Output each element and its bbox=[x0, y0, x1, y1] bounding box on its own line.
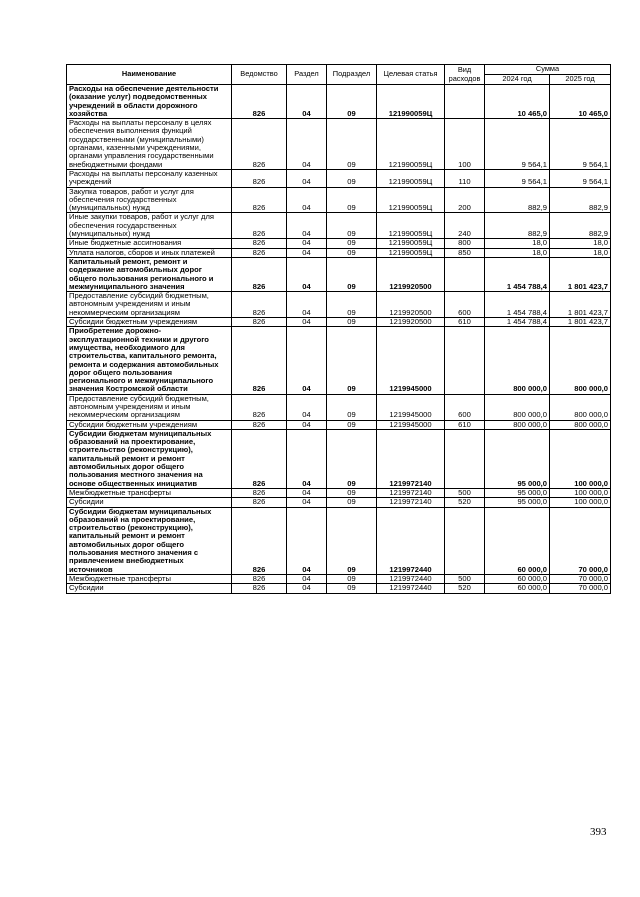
cell-vid-rashodov bbox=[445, 507, 485, 574]
cell-vid-rashodov: 200 bbox=[445, 187, 485, 213]
cell-celevaya-statya: 121990059Ц bbox=[377, 248, 445, 257]
cell-sum-2024: 9 564,1 bbox=[485, 119, 550, 170]
cell-sum-2025: 9 564,1 bbox=[550, 169, 611, 187]
cell-razdel: 04 bbox=[287, 318, 327, 327]
cell-vedomstvo: 826 bbox=[232, 420, 287, 429]
cell-sum-2025: 100 000,0 bbox=[550, 498, 611, 507]
cell-celevaya-statya: 1219972140 bbox=[377, 429, 445, 488]
cell-name: Субсидии bbox=[67, 498, 232, 507]
cell-vid-rashodov: 800 bbox=[445, 239, 485, 248]
cell-name: Предоставление субсидий бюджетным, автономным учреждениям и иным некоммерческим организациям bbox=[67, 292, 232, 318]
cell-razdel: 04 bbox=[287, 187, 327, 213]
cell-vedomstvo: 826 bbox=[232, 257, 287, 291]
cell-name: Субсидии бюджетам муниципальных образований на проектирование, строительство (реконструкцию), капитальный ремонт и ремонт автомобильных дорог общего пользования местного значения с привлечением внебюджетных источников bbox=[67, 507, 232, 574]
cell-name: Иные бюджетные ассигнования bbox=[67, 239, 232, 248]
header-year-2024: 2024 год bbox=[485, 75, 550, 85]
cell-vedomstvo: 826 bbox=[232, 119, 287, 170]
cell-sum-2024: 1 454 788,4 bbox=[485, 318, 550, 327]
cell-sum-2025: 1 801 423,7 bbox=[550, 292, 611, 318]
cell-razdel: 04 bbox=[287, 488, 327, 497]
cell-razdel: 04 bbox=[287, 394, 327, 420]
cell-sum-2025: 100 000,0 bbox=[550, 429, 611, 488]
cell-vid-rashodov: 520 bbox=[445, 584, 485, 593]
cell-sum-2025: 882,9 bbox=[550, 213, 611, 239]
cell-sum-2024: 10 465,0 bbox=[485, 85, 550, 119]
cell-celevaya-statya: 1219920500 bbox=[377, 257, 445, 291]
cell-razdel: 04 bbox=[287, 85, 327, 119]
cell-vid-rashodov: 500 bbox=[445, 574, 485, 583]
table-body bbox=[67, 65, 611, 594]
cell-sum-2025: 18,0 bbox=[550, 248, 611, 257]
header-vedomstvo: Ведомство bbox=[232, 65, 287, 85]
cell-sum-2024: 882,9 bbox=[485, 187, 550, 213]
header-name: Наименование bbox=[67, 65, 232, 85]
cell-name: Расходы на выплаты персоналу казенных учреждений bbox=[67, 169, 232, 187]
cell-celevaya-statya: 121990059Ц bbox=[377, 213, 445, 239]
cell-sum-2024: 95 000,0 bbox=[485, 488, 550, 497]
cell-razdel: 04 bbox=[287, 327, 327, 394]
cell-celevaya-statya: 121990059Ц bbox=[377, 119, 445, 170]
table-row bbox=[67, 169, 611, 187]
cell-name: Субсидии bbox=[67, 584, 232, 593]
cell-celevaya-statya: 1219972140 bbox=[377, 488, 445, 497]
cell-vedomstvo: 826 bbox=[232, 488, 287, 497]
cell-vedomstvo: 826 bbox=[232, 169, 287, 187]
cell-celevaya-statya: 1219920500 bbox=[377, 318, 445, 327]
cell-sum-2025: 1 801 423,7 bbox=[550, 318, 611, 327]
cell-podrazdel: 09 bbox=[327, 507, 377, 574]
cell-sum-2024: 800 000,0 bbox=[485, 420, 550, 429]
cell-celevaya-statya: 121990059Ц bbox=[377, 85, 445, 119]
cell-podrazdel: 09 bbox=[327, 488, 377, 497]
table-row bbox=[67, 248, 611, 257]
table-row bbox=[67, 239, 611, 248]
cell-razdel: 04 bbox=[287, 119, 327, 170]
header-podrazdel: Подраздел bbox=[327, 65, 377, 85]
cell-podrazdel: 09 bbox=[327, 187, 377, 213]
cell-razdel: 04 bbox=[287, 498, 327, 507]
cell-vid-rashodov bbox=[445, 257, 485, 291]
header-year-2025: 2025 год bbox=[550, 75, 611, 85]
cell-razdel: 04 bbox=[287, 292, 327, 318]
cell-sum-2024: 18,0 bbox=[485, 239, 550, 248]
cell-razdel: 04 bbox=[287, 420, 327, 429]
cell-name: Субсидии бюджетным учреждениям bbox=[67, 420, 232, 429]
cell-sum-2025: 70 000,0 bbox=[550, 574, 611, 583]
table-row bbox=[67, 574, 611, 583]
cell-sum-2025: 18,0 bbox=[550, 239, 611, 248]
cell-razdel: 04 bbox=[287, 248, 327, 257]
cell-podrazdel: 09 bbox=[327, 394, 377, 420]
cell-vedomstvo: 826 bbox=[232, 239, 287, 248]
cell-razdel: 04 bbox=[287, 574, 327, 583]
cell-celevaya-statya: 1219972440 bbox=[377, 574, 445, 583]
cell-podrazdel: 09 bbox=[327, 327, 377, 394]
cell-name: Закупка товаров, работ и услуг для обеспечения государственных (муниципальных) нужд bbox=[67, 187, 232, 213]
cell-vedomstvo: 826 bbox=[232, 574, 287, 583]
cell-vid-rashodov: 110 bbox=[445, 169, 485, 187]
table-row bbox=[67, 292, 611, 318]
cell-sum-2024: 60 000,0 bbox=[485, 574, 550, 583]
cell-podrazdel: 09 bbox=[327, 429, 377, 488]
cell-podrazdel: 09 bbox=[327, 498, 377, 507]
cell-vid-rashodov: 520 bbox=[445, 498, 485, 507]
cell-celevaya-statya: 1219972140 bbox=[377, 498, 445, 507]
cell-name: Межбюджетные трансферты bbox=[67, 574, 232, 583]
table-row bbox=[67, 327, 611, 394]
table-row bbox=[67, 488, 611, 497]
cell-sum-2024: 9 564,1 bbox=[485, 169, 550, 187]
cell-vedomstvo: 826 bbox=[232, 507, 287, 574]
cell-podrazdel: 09 bbox=[327, 318, 377, 327]
cell-vid-rashodov bbox=[445, 327, 485, 394]
cell-razdel: 04 bbox=[287, 429, 327, 488]
table-row bbox=[67, 507, 611, 574]
cell-name: Субсидии бюджетам муниципальных образований на проектирование, строительство (реконструкцию), капитальный ремонт и ремонт автомобильных дорог общего пользования местного значения на основе общественных инициатив bbox=[67, 429, 232, 488]
table-header-row bbox=[67, 65, 611, 75]
table-row bbox=[67, 187, 611, 213]
header-razdel: Раздел bbox=[287, 65, 327, 85]
cell-vedomstvo: 826 bbox=[232, 394, 287, 420]
cell-vid-rashodov: 600 bbox=[445, 292, 485, 318]
cell-sum-2025: 70 000,0 bbox=[550, 584, 611, 593]
cell-vid-rashodov: 850 bbox=[445, 248, 485, 257]
cell-vedomstvo: 826 bbox=[232, 85, 287, 119]
header-summa: Сумма bbox=[485, 65, 611, 75]
cell-celevaya-statya: 1219945000 bbox=[377, 420, 445, 429]
cell-sum-2025: 800 000,0 bbox=[550, 394, 611, 420]
cell-name: Приобретение дорожно-эксплуатационной техники и другого имущества, необходимого для строительства, капитального ремонта, ремонта и содержания автомобильных дорог общего пользования регионального и межмуниципального значения Костромской области bbox=[67, 327, 232, 394]
cell-vid-rashodov: 500 bbox=[445, 488, 485, 497]
table-row bbox=[67, 498, 611, 507]
cell-vid-rashodov: 100 bbox=[445, 119, 485, 170]
cell-sum-2025: 70 000,0 bbox=[550, 507, 611, 574]
cell-podrazdel: 09 bbox=[327, 292, 377, 318]
cell-podrazdel: 09 bbox=[327, 213, 377, 239]
budget-table bbox=[66, 64, 611, 594]
table-row bbox=[67, 420, 611, 429]
cell-razdel: 04 bbox=[287, 257, 327, 291]
budget-table-container bbox=[66, 64, 610, 594]
cell-vid-rashodov: 600 bbox=[445, 394, 485, 420]
cell-sum-2025: 10 465,0 bbox=[550, 85, 611, 119]
cell-vid-rashodov: 610 bbox=[445, 318, 485, 327]
cell-sum-2025: 800 000,0 bbox=[550, 327, 611, 394]
cell-name: Расходы на обеспечение деятельности (оказание услуг) подведомственных учреждений в области дорожного хозяйства bbox=[67, 85, 232, 119]
cell-celevaya-statya: 1219972440 bbox=[377, 584, 445, 593]
table-row bbox=[67, 119, 611, 170]
cell-sum-2024: 60 000,0 bbox=[485, 584, 550, 593]
cell-razdel: 04 bbox=[287, 584, 327, 593]
table-row bbox=[67, 584, 611, 593]
cell-razdel: 04 bbox=[287, 213, 327, 239]
cell-sum-2024: 95 000,0 bbox=[485, 429, 550, 488]
cell-vedomstvo: 826 bbox=[232, 429, 287, 488]
cell-vid-rashodov: 240 bbox=[445, 213, 485, 239]
cell-podrazdel: 09 bbox=[327, 119, 377, 170]
cell-vedomstvo: 826 bbox=[232, 584, 287, 593]
cell-sum-2024: 60 000,0 bbox=[485, 507, 550, 574]
table-row bbox=[67, 257, 611, 291]
cell-razdel: 04 bbox=[287, 507, 327, 574]
cell-sum-2024: 18,0 bbox=[485, 248, 550, 257]
cell-vedomstvo: 826 bbox=[232, 318, 287, 327]
cell-vid-rashodov bbox=[445, 429, 485, 488]
cell-celevaya-statya: 1219945000 bbox=[377, 327, 445, 394]
cell-celevaya-statya: 1219920500 bbox=[377, 292, 445, 318]
cell-celevaya-statya: 1219972440 bbox=[377, 507, 445, 574]
table-row bbox=[67, 429, 611, 488]
cell-vid-rashodov bbox=[445, 85, 485, 119]
cell-sum-2025: 100 000,0 bbox=[550, 488, 611, 497]
cell-celevaya-statya: 1219945000 bbox=[377, 394, 445, 420]
cell-name: Капитальный ремонт, ремонт и содержание автомобильных дорог общего пользования регионального и межмуниципального значения bbox=[67, 257, 232, 291]
cell-razdel: 04 bbox=[287, 239, 327, 248]
cell-vedomstvo: 826 bbox=[232, 213, 287, 239]
cell-name: Межбюджетные трансферты bbox=[67, 488, 232, 497]
cell-podrazdel: 09 bbox=[327, 85, 377, 119]
table-row bbox=[67, 213, 611, 239]
cell-podrazdel: 09 bbox=[327, 248, 377, 257]
cell-sum-2024: 1 454 788,4 bbox=[485, 257, 550, 291]
cell-name: Субсидии бюджетным учреждениям bbox=[67, 318, 232, 327]
cell-podrazdel: 09 bbox=[327, 584, 377, 593]
cell-celevaya-statya: 121990059Ц bbox=[377, 239, 445, 248]
cell-vedomstvo: 826 bbox=[232, 498, 287, 507]
cell-sum-2024: 1 454 788,4 bbox=[485, 292, 550, 318]
cell-sum-2024: 95 000,0 bbox=[485, 498, 550, 507]
cell-celevaya-statya: 121990059Ц bbox=[377, 169, 445, 187]
header-celevaya-statya: Целевая статья bbox=[377, 65, 445, 85]
cell-podrazdel: 09 bbox=[327, 257, 377, 291]
cell-vid-rashodov: 610 bbox=[445, 420, 485, 429]
cell-sum-2024: 800 000,0 bbox=[485, 327, 550, 394]
cell-vedomstvo: 826 bbox=[232, 327, 287, 394]
cell-sum-2024: 800 000,0 bbox=[485, 394, 550, 420]
cell-name: Предоставление субсидий бюджетным, автономным учреждениям и иным некоммерческим организациям bbox=[67, 394, 232, 420]
page-number: 393 bbox=[590, 826, 607, 838]
header-vid-rashodov: Вид расходов bbox=[445, 65, 485, 85]
table-row bbox=[67, 394, 611, 420]
cell-sum-2025: 800 000,0 bbox=[550, 420, 611, 429]
cell-vedomstvo: 826 bbox=[232, 248, 287, 257]
cell-sum-2025: 9 564,1 bbox=[550, 119, 611, 170]
cell-podrazdel: 09 bbox=[327, 420, 377, 429]
cell-vedomstvo: 826 bbox=[232, 292, 287, 318]
cell-sum-2025: 882,9 bbox=[550, 187, 611, 213]
table-row bbox=[67, 318, 611, 327]
cell-sum-2024: 882,9 bbox=[485, 213, 550, 239]
cell-name: Иные закупки товаров, работ и услуг для обеспечения государственных (муниципальных) нужд bbox=[67, 213, 232, 239]
cell-podrazdel: 09 bbox=[327, 574, 377, 583]
cell-celevaya-statya: 121990059Ц bbox=[377, 187, 445, 213]
cell-podrazdel: 09 bbox=[327, 239, 377, 248]
cell-razdel: 04 bbox=[287, 169, 327, 187]
table-row bbox=[67, 85, 611, 119]
cell-name: Расходы на выплаты персоналу в целях обеспечения выполнения функций государственными (муниципальными) органами, казенными учреждениями, органами управления государственными внебюджетными фондами bbox=[67, 119, 232, 170]
cell-vedomstvo: 826 bbox=[232, 187, 287, 213]
cell-podrazdel: 09 bbox=[327, 169, 377, 187]
cell-sum-2025: 1 801 423,7 bbox=[550, 257, 611, 291]
cell-name: Уплата налогов, сборов и иных платежей bbox=[67, 248, 232, 257]
